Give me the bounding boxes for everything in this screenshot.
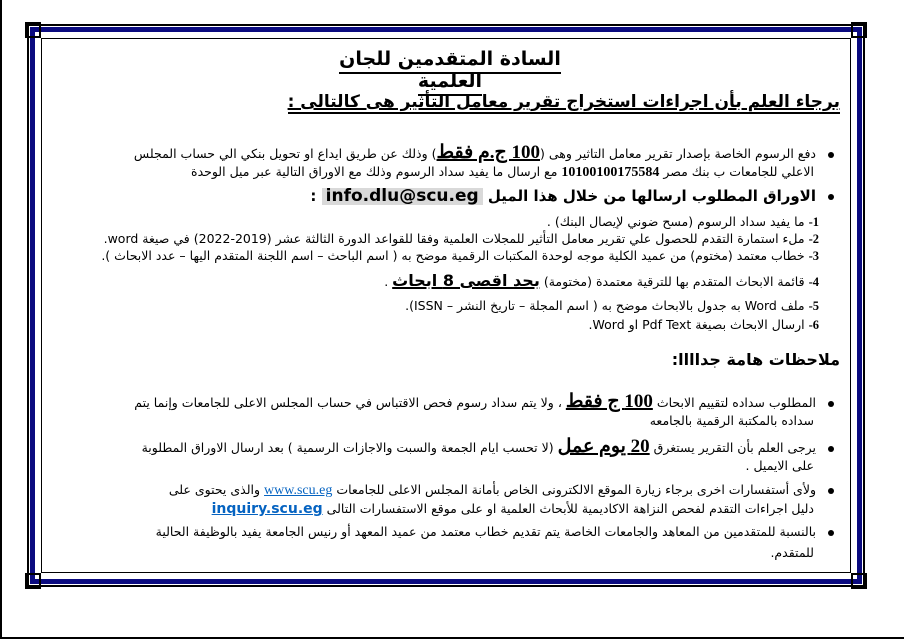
- note-text: ولأى أستفسارات اخرى برجاء زيارة الموقع الالكترونى الخاص بأمانة المجلس الاعلى للجامعات: [336, 482, 816, 497]
- fees-text-2: ) وذلك عن طريق ايداع او تحويل بنكي الي حساب المجلس: [133, 146, 437, 161]
- note-item-2-line-2: [746, 457, 814, 474]
- note-text: ، ولا يتم سداد رسوم فحص الاقتباس في حساب المجلس الاعلى للجامعات وإنما يتم: [134, 395, 562, 410]
- notes-heading: [600, 350, 840, 369]
- note-item-4: [156, 523, 834, 540]
- required-doc-item-2: [104, 230, 819, 248]
- note-text: (لا تحسب ايام الجمعة والسبت والاجازات الرسمية ) بعد ارسال الاوراق المطلوبة: [141, 440, 554, 455]
- doc-text: قائمة الابحاث المتقدم بها للترقية معتمدة (مختومة): [543, 274, 805, 289]
- doc-text: خطاب معتمد (مختوم) من عميد الكلية موجه لوحدة المكتبات الرقمية موضح به ( اسم الباحث – اسم اللجنة المتقدم اليها – عدد الابحاث ).: [101, 248, 805, 263]
- max-papers-emphasis: بحد اقصى 8 ابحاث: [392, 271, 540, 290]
- doc-number: 5-: [808, 299, 819, 313]
- note-text: دليل اجراءات التقدم لفحص النزاهة الاكاديمية للأبحاث العلمية او على موقع الاستفسارات التالى: [326, 501, 814, 516]
- doc-number: 4-: [808, 275, 819, 289]
- note-text: والذى يحتوى على: [168, 482, 261, 497]
- notes-heading-text: ملاحظات هامة جداااا:: [671, 350, 840, 369]
- doc-number: 3-: [808, 249, 819, 263]
- email-address-link[interactable]: info.dlu@scu.eg: [322, 188, 483, 205]
- doc-text: ملف Word به جدول بالابحاث موضح به ( اسم المجلة – تاريخ النشر – ISSN).: [405, 298, 805, 313]
- corner-ornament-icon: [25, 573, 41, 589]
- required-doc-item-6: [589, 316, 819, 334]
- email-suffix: :: [310, 187, 317, 205]
- email-bullet: [310, 188, 834, 205]
- doc-text: ارسال الابحاث بصيغة Pdf Text او Word.: [588, 317, 805, 332]
- doc-number: 2-: [808, 232, 819, 246]
- note-item-3-line-2: [212, 500, 814, 518]
- note-item-1: [134, 393, 834, 411]
- fees-bullet-line-2: [191, 163, 814, 181]
- scu-website-link[interactable]: www.scu.eg: [264, 483, 333, 498]
- corner-ornament-icon: [25, 22, 41, 38]
- note-text: على الايميل .: [745, 458, 814, 473]
- note-text: للمتقدم.: [770, 545, 814, 560]
- doc-text: ملء استمارة التقدم للحصول علي تقرير معامل التأثير للمجلات العلمية وفقا للقواعد الدورة الثالثة عشر (2019-2022) في صيغة word.: [103, 231, 805, 246]
- document-title-text: السادة المتقدمين للجان العلمية: [339, 48, 561, 96]
- required-doc-item-3: [101, 247, 819, 265]
- email-bullet-text: الاوراق المطلوب ارسالها من خلال هذا الميل: [487, 187, 816, 205]
- required-doc-item-1: [547, 213, 819, 231]
- document-subtitle: [180, 92, 840, 112]
- evaluation-fee-emphasis: 100 ج فقط: [565, 391, 653, 412]
- document-subtitle-text: برجاء العلم بأن اجراءات استخراج تقرير معامل التأثير هى كالتالى :: [287, 92, 840, 112]
- note-item-4-line-2: [770, 544, 814, 561]
- note-text: المطلوب سداده لتقييم الابحاث: [656, 395, 816, 410]
- note-item-3: [169, 481, 834, 499]
- bullet-icon: [828, 401, 834, 407]
- note-text: سداده بالمكتبة الرقمية بالجامعه: [649, 413, 814, 428]
- doc-number: 6-: [808, 318, 819, 332]
- inquiry-website-link[interactable]: inquiry.scu.eg: [211, 501, 323, 517]
- note-text: بالنسبة للمتقدمين من المعاهد والجامعات الخاصة يتم تقديم خطاب معتمد من عميد المعهد أو رنيس الجامعة يفيد بالوظيفة الحالية: [155, 524, 816, 539]
- page-edge-left: [0, 0, 2, 637]
- note-item-2: [142, 438, 834, 456]
- corner-ornament-icon: [851, 573, 867, 589]
- fees-text-1: دفع الرسوم الخاصة بإصدار تقرير معامل التاثير وهى (: [540, 146, 816, 161]
- document-title: [310, 48, 590, 92]
- doc-text: ما يفيد سداد الرسوم (مسح ضوني لإيصال البنك) .: [546, 214, 805, 229]
- fees-attachment-text: مع ارسال ما يفيد سداد الرسوم وذلك مع الاوراق التالية عبر ميل الوحدة: [191, 164, 558, 179]
- bank-account-number: 10100100175584: [561, 165, 660, 180]
- note-item-1-line-2: [650, 412, 814, 429]
- corner-ornament-icon: [851, 22, 867, 38]
- bullet-icon: [828, 488, 834, 494]
- bullet-icon: [828, 530, 834, 536]
- doc-number: 1-: [808, 215, 819, 229]
- bullet-icon: [828, 194, 834, 200]
- processing-days-emphasis: 20 يوم عمل: [557, 436, 650, 457]
- doc-suffix: .: [384, 274, 389, 289]
- fees-bank-text: الاعلي للجامعات ب بنك مصر: [663, 164, 814, 179]
- bullet-icon: [828, 152, 834, 158]
- fees-amount: 100 ج.م فقط: [436, 142, 541, 163]
- fees-bullet-line-1: [134, 144, 834, 162]
- required-doc-item-5: [405, 297, 819, 315]
- note-text: يرجى العلم بأن التقرير يستغرق: [653, 440, 816, 455]
- bullet-icon: [828, 446, 834, 452]
- required-doc-item-4: [384, 272, 819, 291]
